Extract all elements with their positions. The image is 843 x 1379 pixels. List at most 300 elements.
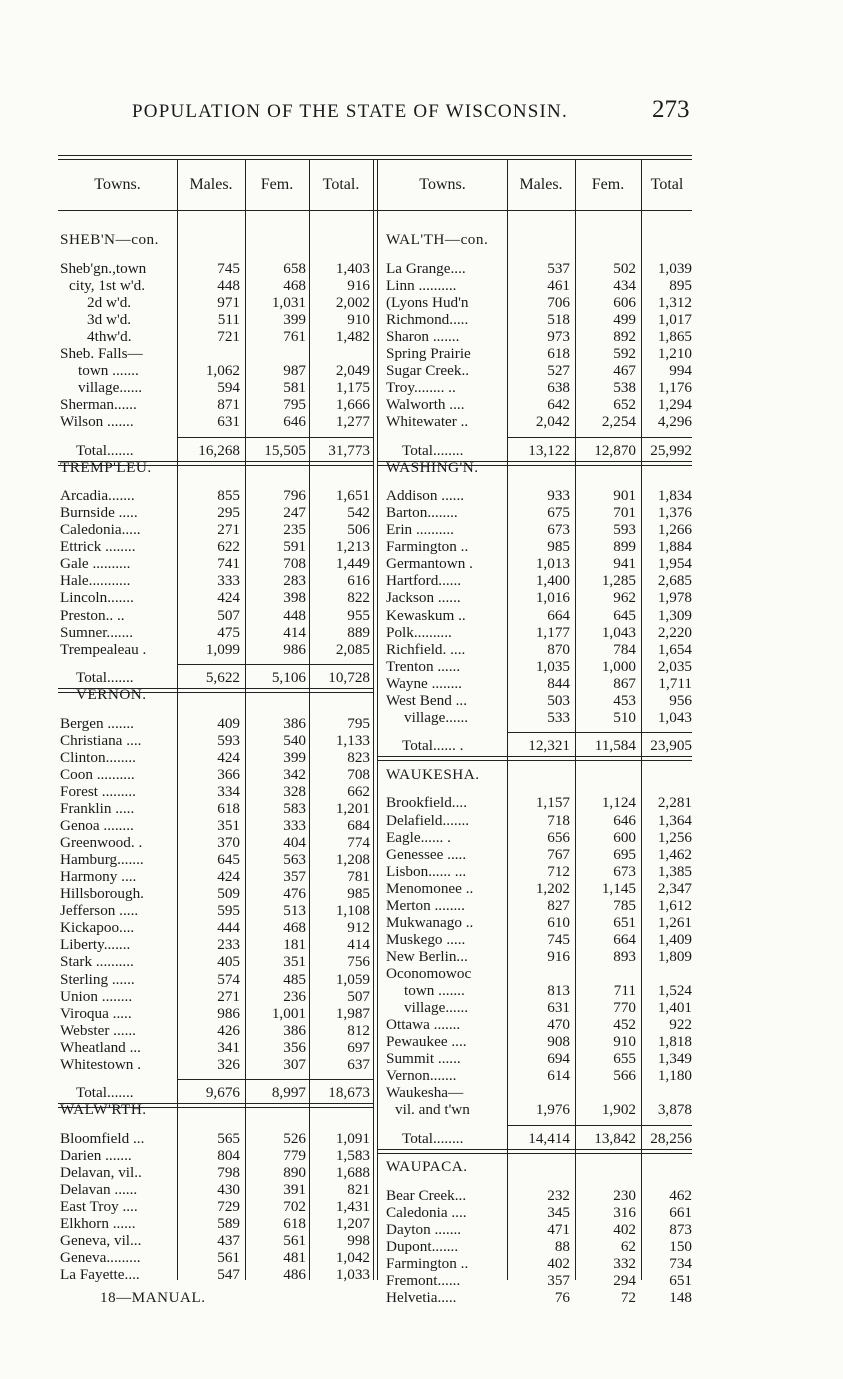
town-name: Arcadia....... — [60, 487, 135, 505]
town-name: Troy........ .. — [386, 378, 456, 396]
males-value: 334 — [217, 782, 240, 800]
town-name: Fremont...... — [386, 1272, 461, 1290]
fem-value: 892 — [613, 327, 636, 345]
fem-value: 316 — [613, 1204, 636, 1222]
fem-value: 962 — [613, 589, 636, 607]
town-name: Geneva, vil... — [60, 1232, 142, 1250]
fem-value: 247 — [283, 504, 306, 522]
males-value: 767 — [547, 845, 570, 863]
males-value: 424 — [217, 748, 240, 766]
fem-value: 11,584 — [594, 737, 636, 755]
fem-value: 701 — [613, 504, 636, 522]
total-value: 873 — [669, 1221, 692, 1239]
fem-value: 453 — [613, 691, 636, 709]
males-value: 1,177 — [535, 623, 570, 641]
town-name: WAL'TH—con. — [386, 231, 489, 248]
males-value: 1,976 — [535, 1101, 570, 1119]
total-rule — [178, 664, 373, 665]
total-value: 1,364 — [657, 811, 692, 829]
total-value: 895 — [669, 276, 692, 294]
males-value: 638 — [547, 378, 570, 396]
town-name: village...... — [404, 999, 469, 1017]
males-value: 610 — [547, 913, 570, 931]
total-value: 1,349 — [657, 1050, 692, 1068]
town-name: Vernon....... — [386, 1067, 457, 1085]
males-value: 2,042 — [535, 413, 570, 430]
males-value: 14,414 — [528, 1129, 570, 1147]
males-value: 721 — [217, 327, 240, 345]
fem-value: 941 — [613, 555, 636, 573]
males-value: 430 — [217, 1181, 240, 1199]
total-value: 774 — [347, 834, 370, 852]
total-value: 1,208 — [335, 851, 370, 869]
fem-value: 708 — [283, 555, 306, 573]
fem-value: 664 — [613, 930, 636, 948]
fem-value: 404 — [283, 834, 306, 852]
fem-value: 1,001 — [271, 1004, 306, 1022]
fem-value: 486 — [283, 1266, 306, 1284]
left-males-header: Males. — [189, 176, 233, 193]
males-value: 503 — [547, 691, 570, 709]
males-value: 475 — [217, 623, 240, 641]
males-value: 798 — [217, 1164, 240, 1181]
males-value: 233 — [217, 936, 240, 954]
fem-value: 62 — [620, 1238, 636, 1256]
town-name: Addison ...... — [386, 487, 465, 505]
town-name: Union ........ — [60, 987, 133, 1005]
total-value: 2,085 — [335, 640, 370, 658]
total-value: 795 — [347, 714, 370, 732]
males-value: 12,321 — [528, 737, 570, 755]
town-name: Sterling ...... — [60, 970, 135, 988]
town-name: village...... — [404, 708, 469, 726]
total-value: 542 — [347, 504, 370, 522]
fem-value: 563 — [283, 851, 306, 869]
males-value: 448 — [217, 276, 240, 294]
total-value: 1,583 — [335, 1146, 370, 1164]
total-value: 1,201 — [335, 800, 370, 817]
fem-value: 342 — [283, 765, 306, 783]
fem-value: 283 — [283, 572, 306, 590]
males-value: 675 — [547, 504, 570, 522]
town-name: (Lyons Hud'n — [386, 293, 469, 311]
town-name: Greenwood. . — [60, 834, 143, 852]
males-value: 622 — [217, 538, 240, 556]
town-name: Total........ — [402, 1129, 464, 1147]
total-value: 10,728 — [328, 669, 370, 687]
total-rule — [178, 437, 373, 438]
town-name: Delafield....... — [386, 811, 470, 829]
town-name: Genessee ..... — [386, 845, 467, 863]
total-value: 150 — [669, 1238, 692, 1256]
males-value: 1,035 — [535, 657, 570, 675]
fem-value: 581 — [283, 378, 306, 396]
town-name: Wilson ....... — [60, 413, 134, 430]
town-name: WAUKESHA. — [386, 765, 480, 783]
males-value: 1,013 — [535, 555, 570, 573]
males-value: 402 — [547, 1255, 570, 1273]
males-value: 589 — [217, 1215, 240, 1233]
town-name: Liberty....... — [60, 936, 131, 954]
fem-value: 72 — [620, 1289, 636, 1307]
fem-value: 452 — [613, 1016, 636, 1034]
total-value: 916 — [347, 276, 370, 294]
total-value: 812 — [347, 1021, 370, 1039]
fem-value: 468 — [283, 276, 306, 294]
total-value: 781 — [347, 868, 370, 886]
fem-value: 867 — [613, 674, 636, 692]
total-value: 1,091 — [335, 1129, 370, 1147]
total-value: 998 — [347, 1232, 370, 1250]
fem-value: 1,902 — [601, 1101, 636, 1119]
males-value: 986 — [217, 1004, 240, 1022]
town-name: Waukesha— — [386, 1084, 464, 1102]
fem-value: 1,000 — [601, 657, 636, 675]
total-value: 637 — [347, 1055, 370, 1073]
total-value: 1,409 — [657, 930, 692, 948]
fem-value: 893 — [613, 947, 636, 965]
males-value: 718 — [547, 811, 570, 829]
males-value: 706 — [547, 293, 570, 311]
males-value: 933 — [547, 487, 570, 505]
total-value: 1,884 — [657, 538, 692, 556]
total-rule — [378, 756, 692, 757]
town-name: Total........ — [402, 441, 464, 459]
total-value: 1,865 — [657, 327, 692, 345]
total-value: 1,688 — [335, 1164, 370, 1181]
town-name: West Bend ... — [386, 691, 468, 709]
total-value: 1,834 — [657, 487, 692, 505]
total-value: 1,043 — [657, 708, 692, 726]
fem-value: 5,106 — [271, 669, 306, 687]
males-value: 424 — [217, 589, 240, 607]
town-name: SHEB'N—con. — [60, 231, 159, 248]
total-value: 1,403 — [335, 259, 370, 277]
town-name: Ottawa ....... — [386, 1016, 461, 1034]
fem-value: 1,145 — [601, 879, 636, 897]
town-name: Jackson ...... — [386, 589, 461, 607]
town-name: Caledonia..... — [60, 521, 141, 539]
fem-value: 399 — [283, 310, 306, 328]
total-value: 1,449 — [335, 555, 370, 573]
fem-value: 181 — [283, 936, 306, 954]
total-value: 2,049 — [335, 361, 370, 379]
fem-value: 785 — [613, 896, 636, 914]
males-value: 1,099 — [205, 640, 240, 658]
town-name: Sherman...... — [60, 395, 137, 413]
total-value: 821 — [347, 1181, 370, 1199]
town-name: East Troy .... — [60, 1198, 138, 1216]
total-value: 1,059 — [335, 970, 370, 988]
males-value: 13,122 — [528, 441, 570, 459]
males-value: 232 — [547, 1187, 570, 1204]
fem-value: 307 — [283, 1055, 306, 1073]
total-value: 822 — [347, 589, 370, 607]
males-value: 405 — [217, 953, 240, 971]
total-value: 1,108 — [335, 902, 370, 920]
total-value: 1,711 — [658, 674, 692, 692]
males-value: 509 — [217, 885, 240, 903]
males-value: 971 — [217, 293, 240, 311]
fem-value: 901 — [613, 487, 636, 505]
males-value: 664 — [547, 606, 570, 624]
town-name: Richmond..... — [386, 310, 469, 328]
males-value: 985 — [547, 538, 570, 556]
town-name: La Fayette.... — [60, 1266, 140, 1284]
total-value: 912 — [347, 919, 370, 937]
top-rule — [58, 155, 692, 156]
total-rule — [178, 1079, 373, 1080]
total-value: 1,654 — [657, 640, 692, 658]
fem-value: 513 — [283, 902, 306, 920]
males-value: 645 — [217, 851, 240, 869]
males-value: 656 — [547, 828, 570, 846]
total-value: 2,281 — [657, 794, 692, 812]
town-name: Viroqua ..... — [60, 1004, 132, 1022]
total-value: 1,651 — [335, 487, 370, 505]
fem-value: 618 — [283, 1215, 306, 1233]
town-name: Jefferson ..... — [60, 902, 139, 920]
left-fem-header: Fem. — [260, 176, 294, 193]
males-value: 712 — [547, 862, 570, 880]
right-fem-header: Fem. — [591, 176, 625, 193]
town-name: Kewaskum .. — [386, 606, 466, 624]
town-name: Eagle...... . — [386, 828, 451, 846]
right-total-header: Total — [650, 176, 684, 193]
town-name: VERNON. — [76, 686, 147, 704]
town-name: Mukwanago .. — [386, 913, 474, 931]
town-name: Richfield. .... — [386, 640, 466, 658]
town-name: Hartford...... — [386, 572, 462, 590]
total-value: 956 — [669, 691, 692, 709]
males-value: 1,202 — [535, 879, 570, 897]
total-value: 2,002 — [335, 293, 370, 311]
fem-value: 1,285 — [601, 572, 636, 590]
town-name: Dayton ....... — [386, 1221, 462, 1239]
total-rule — [508, 437, 692, 438]
total-value: 1,312 — [657, 293, 692, 311]
total-value: 889 — [347, 623, 370, 641]
town-name: Farmington .. — [386, 1255, 469, 1273]
town-name: Christiana .... — [60, 731, 142, 749]
header-rule — [58, 210, 692, 211]
males-value: 804 — [217, 1146, 240, 1164]
fem-value: 467 — [613, 361, 636, 379]
total-value: 1,256 — [657, 828, 692, 846]
males-value: 595 — [217, 902, 240, 920]
males-value: 333 — [217, 572, 240, 590]
town-name: Bergen ....... — [60, 714, 134, 732]
total-value: 1,210 — [657, 344, 692, 362]
total-value: 1,401 — [657, 999, 692, 1017]
total-value: 1,180 — [657, 1067, 692, 1085]
town-name: Kickapoo.... — [60, 919, 135, 937]
fem-value: 398 — [283, 589, 306, 607]
total-value: 1,462 — [657, 845, 692, 863]
town-name: Delavan ...... — [60, 1181, 138, 1199]
total-value: 616 — [347, 572, 370, 590]
fem-value: 779 — [283, 1146, 306, 1164]
town-name: 4thw'd. — [87, 327, 132, 345]
males-value: 426 — [217, 1021, 240, 1039]
males-value: 357 — [547, 1272, 570, 1290]
total-value: 922 — [669, 1016, 692, 1034]
males-value: 9,676 — [205, 1084, 240, 1102]
males-value: 76 — [554, 1289, 570, 1307]
top-rule-2 — [58, 159, 692, 160]
left-towns-header: Towns. — [94, 176, 141, 193]
rule-center-2 — [377, 160, 378, 1280]
fem-value: 356 — [283, 1038, 306, 1056]
town-name: Total....... — [76, 669, 134, 687]
males-value: 1,016 — [535, 589, 570, 607]
total-value: 414 — [347, 936, 370, 954]
total-rule — [378, 1153, 692, 1154]
fem-value: 770 — [613, 999, 636, 1017]
town-name: Sheb. Falls— — [60, 344, 143, 362]
males-value: 345 — [547, 1204, 570, 1222]
total-value: 1,294 — [657, 395, 692, 413]
total-value: 2,220 — [657, 623, 692, 641]
fem-value: 652 — [613, 395, 636, 413]
total-value: 1,309 — [657, 606, 692, 624]
total-rule — [508, 1125, 692, 1126]
fem-value: 795 — [283, 395, 306, 413]
fem-value: 987 — [283, 361, 306, 379]
males-value: 471 — [547, 1221, 570, 1239]
fem-value: 591 — [283, 538, 306, 556]
town-name: Lisbon...... ... — [386, 862, 467, 880]
males-value: 870 — [547, 640, 570, 658]
fem-value: 592 — [613, 344, 636, 362]
town-name: Caledonia .... — [386, 1204, 467, 1222]
fem-value: 481 — [283, 1249, 306, 1267]
footer-signature: 18—MANUAL. — [100, 1290, 206, 1306]
fem-value: 655 — [613, 1050, 636, 1068]
town-name: WALW'RTH. — [60, 1101, 147, 1119]
town-name: Pewaukee .... — [386, 1033, 467, 1051]
total-value: 1,987 — [335, 1004, 370, 1022]
fem-value: 695 — [613, 845, 636, 863]
males-value: 574 — [217, 970, 240, 988]
fem-value: 646 — [283, 413, 306, 430]
fem-value: 399 — [283, 748, 306, 766]
total-value: 2,685 — [657, 572, 692, 590]
fem-value: 910 — [613, 1033, 636, 1051]
males-value: 1,157 — [535, 794, 570, 812]
males-value: 409 — [217, 714, 240, 732]
fem-value: 986 — [283, 640, 306, 658]
males-value: 547 — [217, 1266, 240, 1284]
town-name: Menomonee .. — [386, 879, 474, 897]
fem-value: 13,842 — [594, 1129, 636, 1147]
males-value: 618 — [547, 344, 570, 362]
fem-value: 702 — [283, 1198, 306, 1216]
town-name: Barton........ — [386, 504, 458, 522]
total-value: 756 — [347, 953, 370, 971]
total-value: 994 — [669, 361, 692, 379]
total-value: 23,905 — [650, 737, 692, 755]
males-value: 16,268 — [198, 441, 240, 459]
town-name: Hillsborough. — [60, 885, 144, 903]
fem-value: 540 — [283, 731, 306, 749]
total-value: 2,347 — [657, 879, 692, 897]
fem-value: 646 — [613, 811, 636, 829]
total-value: 1,266 — [657, 521, 692, 539]
total-value: 3,878 — [657, 1101, 692, 1119]
males-value: 908 — [547, 1033, 570, 1051]
town-name: TREMP'LEU. — [60, 458, 152, 476]
fem-value: 485 — [283, 970, 306, 988]
fem-value: 357 — [283, 868, 306, 886]
males-value: 565 — [217, 1129, 240, 1147]
total-value: 2,035 — [657, 657, 692, 675]
total-value: 1,277 — [335, 413, 370, 430]
males-value: 537 — [547, 259, 570, 277]
town-name: Wheatland ... — [60, 1038, 141, 1056]
town-name: vil. and t'wn — [395, 1101, 470, 1119]
town-name: New Berlin... — [386, 947, 468, 965]
fem-value: 561 — [283, 1232, 306, 1250]
town-name: Spring Prairie — [386, 344, 471, 362]
males-value: 470 — [547, 1016, 570, 1034]
fem-value: 651 — [613, 913, 636, 931]
fem-value: 784 — [613, 640, 636, 658]
total-value: 1,818 — [657, 1033, 692, 1051]
town-name: Clinton........ — [60, 748, 136, 766]
fem-value: 236 — [283, 987, 306, 1005]
fem-value: 1,031 — [271, 293, 306, 311]
total-value: 507 — [347, 987, 370, 1005]
town-name: Sumner....... — [60, 623, 133, 641]
fem-value: 230 — [613, 1187, 636, 1204]
males-value: 370 — [217, 834, 240, 852]
town-name: Lincoln....... — [60, 589, 134, 607]
fem-value: 351 — [283, 953, 306, 971]
fem-value: 1,043 — [601, 623, 636, 641]
total-value: 1,376 — [657, 504, 692, 522]
town-name: Total....... — [76, 1084, 134, 1102]
town-name: Hale........... — [60, 572, 131, 590]
males-value: 271 — [217, 521, 240, 539]
total-value: 1,207 — [335, 1215, 370, 1233]
left-total-header: Total. — [322, 176, 360, 193]
males-value: 614 — [547, 1067, 570, 1085]
fem-value: 434 — [613, 276, 636, 294]
fem-value: 899 — [613, 538, 636, 556]
town-name: Ettrick ........ — [60, 538, 136, 556]
males-value: 561 — [217, 1249, 240, 1267]
town-name: Sharon ....... — [386, 327, 460, 345]
total-value: 1,133 — [335, 731, 370, 749]
town-name: Gale .......... — [60, 555, 131, 573]
town-name: Trenton ...... — [386, 657, 461, 675]
total-value: 708 — [347, 765, 370, 783]
total-value: 25,992 — [650, 441, 692, 459]
fem-value: 510 — [613, 708, 636, 726]
males-value: 5,622 — [205, 669, 240, 687]
males-value: 366 — [217, 765, 240, 783]
total-value: 4,296 — [657, 413, 692, 430]
town-name: 3d w'd. — [87, 310, 132, 328]
males-value: 461 — [547, 276, 570, 294]
males-value: 341 — [217, 1038, 240, 1056]
total-value: 28,256 — [650, 1129, 692, 1147]
right-males-header: Males. — [519, 176, 563, 193]
males-value: 618 — [217, 800, 240, 817]
town-name: Polk.......... — [386, 623, 452, 641]
town-name: Brookfield.... — [386, 794, 467, 812]
